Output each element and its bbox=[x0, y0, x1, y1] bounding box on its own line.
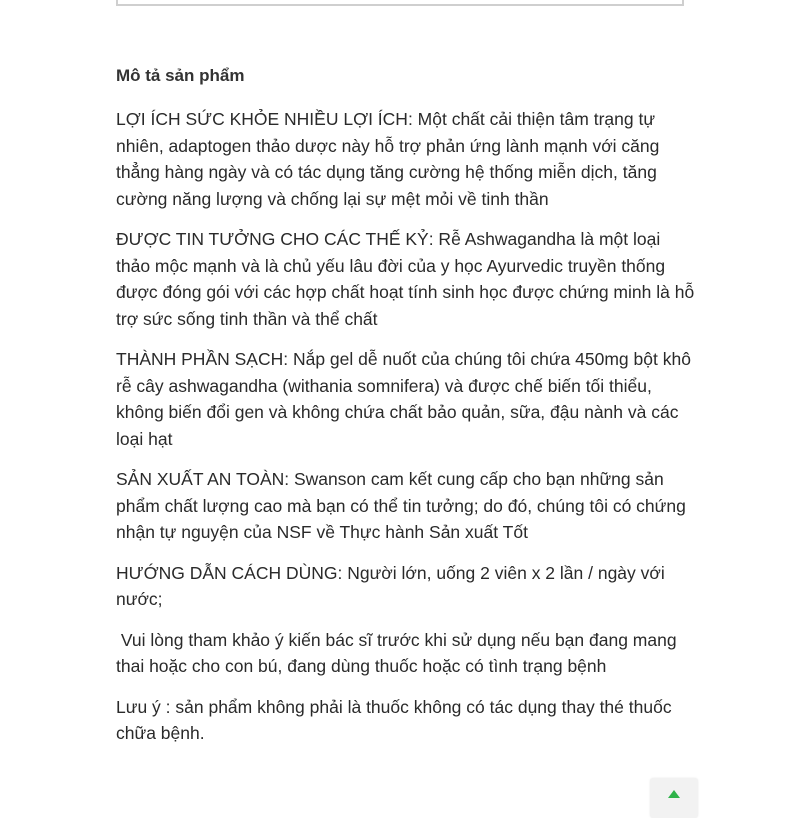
description-paragraph-trusted: ĐƯỢC TIN TƯỞNG CHO CÁC THẾ KỶ: Rễ Ashwagandha là một loại thảo mộc mạnh và là chủ yếu lâu đời của y học Ayurvedic truyền thống được đóng gói với các hợp chất hoạt tính sinh học được chứng minh là hỗ trợ sức sống tinh thần và thể chất bbox=[116, 229, 695, 329]
section-title: Mô tả sản phẩm bbox=[116, 66, 245, 85]
description-paragraph-warning: Vui lòng tham khảo ý kiến bác sĩ trước khi sử dụng nếu bạn đang mang thai hoặc cho con bú, đang dùng thuốc hoặc có tình trạng bệnh bbox=[116, 629, 682, 676]
arrow-up-icon bbox=[668, 790, 680, 798]
description-paragraph-ingredients: THÀNH PHẦN SẠCH: Nắp gel dễ nuốt của chúng tôi chứa 450mg bột khô rễ cây ashwagandha (withania somnifera) và được chế biến tối thiểu, không biến đổi gen và không chứa chất bảo quản, sữa, đậu nành và các loại hạt bbox=[116, 349, 691, 449]
description-paragraph-benefits: LỢI ÍCH SỨC KHỎE NHIỀU LỢI ÍCH: Một chất cải thiện tâm trạng tự nhiên, adaptogen thảo dược này hỗ trợ phản ứng lành mạnh với căng thẳng hàng ngày và có tác dụng tăng cường hệ thống miễn dịch, tăng cường năng lượng và chống lại sự mệt mỏi về tinh thần bbox=[116, 109, 660, 209]
top-box-inner bbox=[124, 0, 676, 4]
product-description bbox=[116, 64, 696, 761]
description-paragraph-usage: HƯỚNG DẪN CÁCH DÙNG: Người lớn, uống 2 viên x 2 lần / ngày với nước; bbox=[116, 562, 665, 609]
description-paragraph-note: Lưu ý : sản phẩm không phải là thuốc không có tác dụng thay thé thuốc chữa bệnh. bbox=[116, 696, 672, 743]
top-bordered-box bbox=[116, 0, 684, 6]
scroll-to-top-button[interactable] bbox=[650, 778, 698, 818]
description-paragraph-manufacturing: SẢN XUẤT AN TOÀN: Swanson cam kết cung cấp cho bạn những sản phẩm chất lượng cao mà bạn có thể tin tưởng; do đó, chúng tôi có chứng nhận tự nguyện của NSF về Thực hành Sản xuất Tốt bbox=[116, 469, 686, 542]
